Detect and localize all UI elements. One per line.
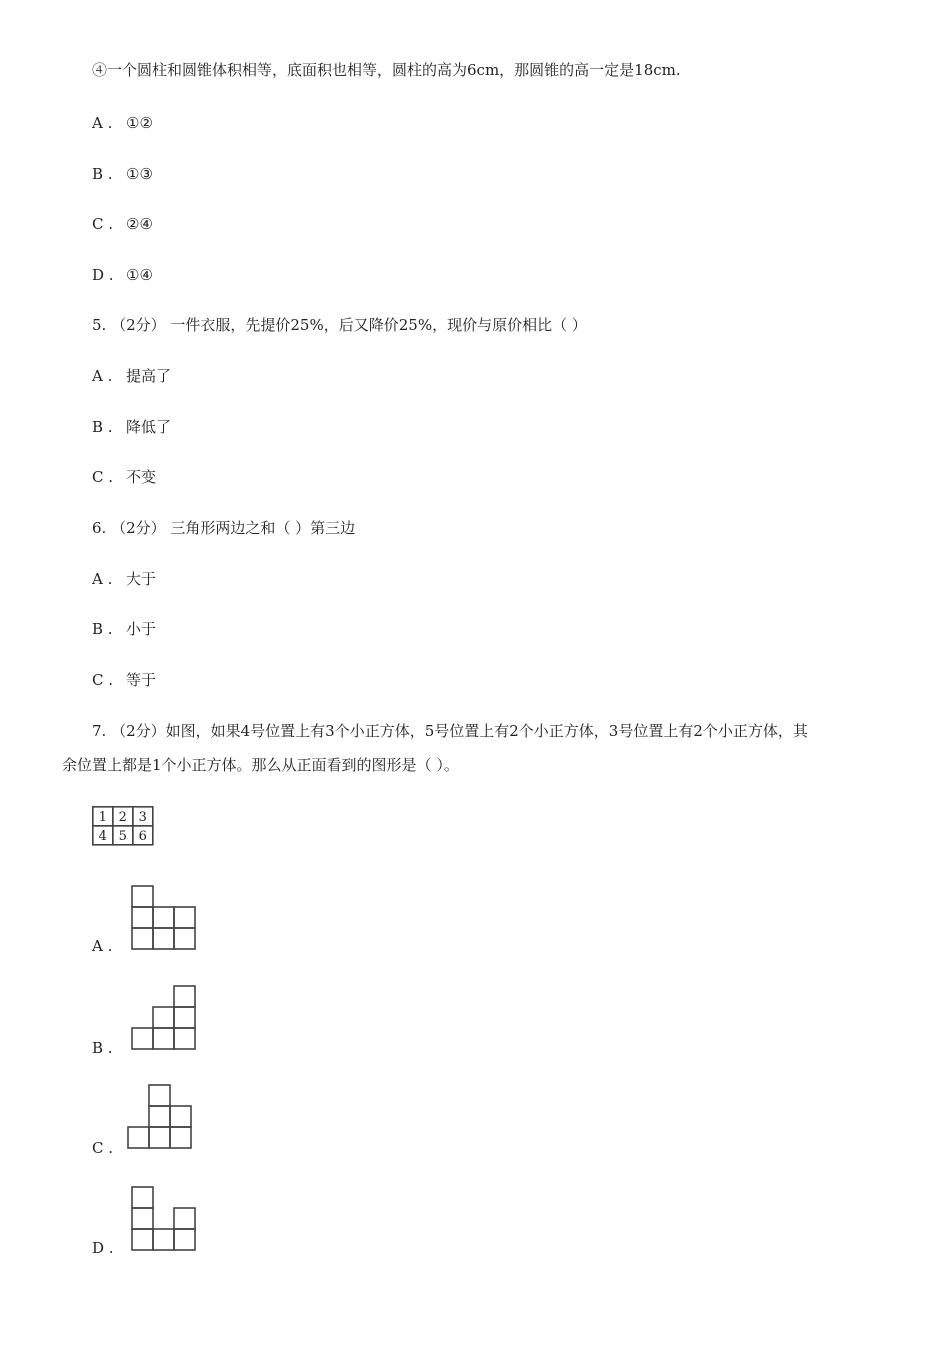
option-text: ①② (126, 114, 153, 132)
q7-stem-line-1: 7. （2分）如图，如果4号位置上有3个小正方体，5号位置上有2个小正方体，3号位置上有2个小正方体，其 (92, 722, 808, 740)
grid-number-3: 3 (138, 810, 147, 825)
q7-option-a-figure[interactable] (131, 885, 197, 951)
q7-option-c[interactable] (92, 1138, 113, 1158)
option-letter: B . (92, 165, 113, 183)
grid-number-5: 5 (118, 829, 127, 844)
q7-position-grid (92, 806, 154, 846)
q5-option-c[interactable] (92, 467, 156, 487)
q6-stem: 6. （2分） 三角形两边之和（ ）第三边 (92, 519, 356, 537)
grid-number-6: 6 (138, 829, 147, 844)
q5-option-b[interactable] (92, 417, 171, 437)
q7-option-a[interactable] (92, 936, 112, 956)
q6-option-b[interactable] (92, 619, 156, 639)
option-letter: B . (92, 620, 113, 638)
q4-statement-4: ④一个圆柱和圆锥体积相等，底面积也相等，圆柱的高为6cm，那圆锥的高一定是18cm. (92, 61, 681, 79)
q6-option-a[interactable] (92, 569, 156, 589)
option-letter: C . (92, 468, 114, 486)
q7-option-b[interactable] (92, 1038, 113, 1058)
grid-number-1: 1 (98, 810, 107, 825)
q7-option-b-figure[interactable] (131, 985, 197, 1051)
q7-option-c-figure[interactable] (127, 1084, 193, 1150)
option-letter: B . (92, 418, 113, 436)
option-text: 等于 (126, 671, 157, 689)
option-letter: A . (92, 367, 113, 385)
option-letter: C . (92, 1139, 114, 1157)
option-letter: D . (92, 1239, 114, 1257)
option-letter: A . (92, 114, 113, 132)
option-letter: D . (92, 266, 114, 284)
q4-option-d[interactable] (92, 265, 153, 285)
option-letter: B . (92, 1039, 113, 1057)
q5-option-a[interactable] (92, 366, 171, 386)
q7-stem-line-2: 余位置上都是1个小正方体。那么从正面看到的图形是（ ）。 (62, 756, 459, 774)
option-text: ①③ (126, 165, 153, 183)
option-text: 大于 (126, 570, 157, 588)
option-text: 提高了 (126, 367, 172, 385)
option-letter: A . (92, 937, 113, 955)
option-letter: A . (92, 570, 113, 588)
grid-number-4: 4 (98, 829, 107, 844)
q7-option-d-figure[interactable] (131, 1186, 197, 1252)
option-text: ②④ (126, 215, 153, 233)
q4-option-a[interactable] (92, 113, 153, 133)
option-text: 小于 (126, 620, 157, 638)
q4-option-c[interactable] (92, 214, 153, 234)
option-text: ①④ (126, 266, 153, 284)
option-text: 降低了 (126, 418, 172, 436)
option-letter: C . (92, 671, 114, 689)
q7-option-d[interactable] (92, 1238, 114, 1258)
option-letter: C . (92, 215, 114, 233)
grid-number-2: 2 (118, 810, 127, 825)
q4-option-b[interactable] (92, 164, 153, 184)
option-text: 不变 (126, 468, 157, 486)
q6-option-c[interactable] (92, 670, 156, 690)
q5-stem: 5. （2分） 一件衣服，先提价25%，后又降价25%，现价与原价相比（ ） (92, 316, 587, 334)
